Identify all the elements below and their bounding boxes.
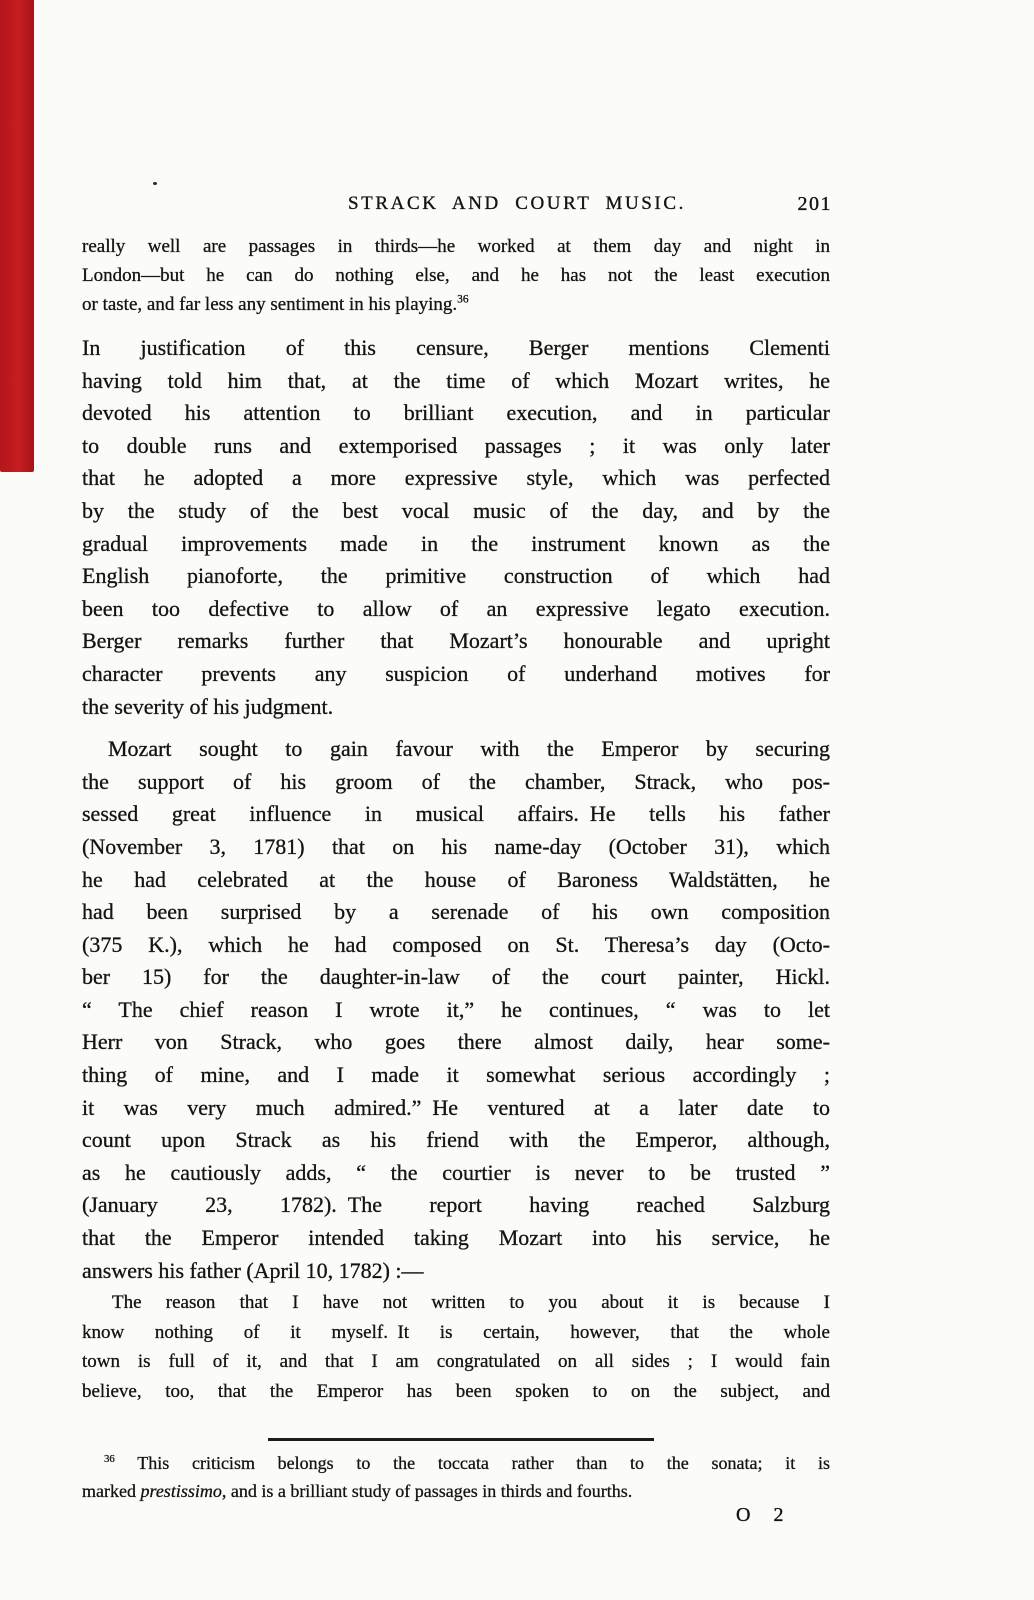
text-line: “ The chief reason I wrote it,” he continues, “ was to let — [82, 996, 830, 1022]
text-line: Mozart sought to gain favour with the Emperor by securing — [108, 736, 830, 762]
body-paragraph-2 — [82, 733, 830, 1287]
text-line: know nothing of it myself. It is certain, however, that the whole — [82, 1321, 830, 1343]
text-line: that the Emperor intended taking Mozart into his service, he — [82, 1225, 830, 1251]
page-number: 201 — [797, 193, 832, 215]
text-line: ber 15) for the daughter-in-law of the court painter, Hickl. — [82, 964, 830, 990]
text-line: he had celebrated at the house of Baroness Waldstätten, he — [82, 866, 830, 892]
text-line: the support of his groom of the chamber, Strack, who pos- — [82, 768, 830, 794]
text-line: gradual improvements made in the instrument known as the — [82, 530, 830, 556]
text-line: London—but he can do nothing else, and he has not the least execution — [82, 265, 830, 286]
text-line: been too defective to allow of an expressive legato execution. — [82, 595, 830, 621]
footnote — [82, 1450, 830, 1505]
page-header — [0, 193, 1034, 219]
text-line: had been surprised by a serenade of his own composition — [82, 899, 830, 925]
text-line: Berger remarks further that Mozart’s honourable and upright — [82, 628, 830, 654]
closing-quote — [82, 1288, 830, 1406]
text-line: thing of mine, and I made it somewhat serious accordingly ; — [82, 1062, 830, 1088]
text-line: it was very much admired.” He ventured at a later date to — [82, 1094, 830, 1120]
footnote-marker: 36 — [104, 1453, 115, 1465]
opening-quote — [82, 232, 830, 319]
red-margin-artifact — [0, 0, 34, 472]
text-line — [82, 290, 830, 319]
signature-mark: O 2 — [736, 1504, 793, 1526]
ink-speck-artifact — [153, 182, 157, 185]
footnote-reference: 36 — [457, 293, 469, 306]
footnote-line — [82, 1478, 830, 1506]
text-line: to double runs and extemporised passages ; it was only later — [82, 432, 830, 458]
text-line: town is full of it, and that I am congratulated on all sides ; I would fain — [82, 1351, 830, 1372]
text-line: that he adopted a more expressive style, which was perfected — [82, 465, 830, 491]
text-line: The reason that I have not written to you about it is because I — [112, 1292, 830, 1313]
text-line: In justification of this censure, Berger mentions Clementi — [82, 335, 830, 360]
text-line: Herr von Strack, who goes there almost daily, hear some- — [82, 1029, 830, 1055]
text-line: by the study of the best vocal music of the day, and by the — [82, 497, 830, 523]
text-line: English pianoforte, the primitive construction of which had — [82, 563, 830, 589]
quote-end-text: or taste, and far less any sentiment in his playing. — [82, 294, 458, 315]
text-line: count upon Strack as his friend with the Emperor, although, — [82, 1127, 830, 1153]
text-line: sessed great influence in musical affairs. He tells his father — [82, 801, 830, 827]
text-line: really well are passages in thirds—he worked at them day and night in — [82, 236, 830, 257]
text-line: (January 23, 1782). The report having reached Salzburg — [82, 1192, 830, 1218]
text-line: answers his father (April 10, 1782) :— — [82, 1257, 424, 1283]
text-line: the severity of his judgment. — [82, 693, 334, 719]
text-line: devoted his attention to brilliant execution, and in particular — [82, 400, 830, 426]
footnote-text: This criticism belongs to the toccata rather than to the sonata; it is — [137, 1453, 830, 1473]
text-line: (375 K.), which he had composed on St. Theresa’s day (Octo- — [82, 931, 830, 957]
footnote-italic-term: prestissimo — [140, 1480, 222, 1501]
text-line: having told him that, at the time of which Mozart writes, he — [82, 367, 830, 393]
text-line: (November 3, 1781) that on his name-day (October 31), which — [82, 833, 830, 859]
text-line: believe, too, that the Emperor has been spoken to on the subject, and — [82, 1380, 830, 1402]
text-line: as he cautiously adds, “ the courtier is never to be trusted ” — [82, 1159, 830, 1185]
footnote-rule — [268, 1438, 654, 1441]
page-title: STRACK AND COURT MUSIC. — [348, 193, 686, 214]
text-line: character prevents any suspicion of underhand motives for — [82, 660, 830, 686]
footnote-text: marked — [82, 1480, 141, 1501]
body-text — [82, 332, 830, 1287]
footnote-line — [82, 1450, 830, 1478]
footnote-text: , and is a brilliant study of passages in thirds and fourths. — [221, 1480, 633, 1501]
body-paragraph-1 — [82, 332, 830, 723]
